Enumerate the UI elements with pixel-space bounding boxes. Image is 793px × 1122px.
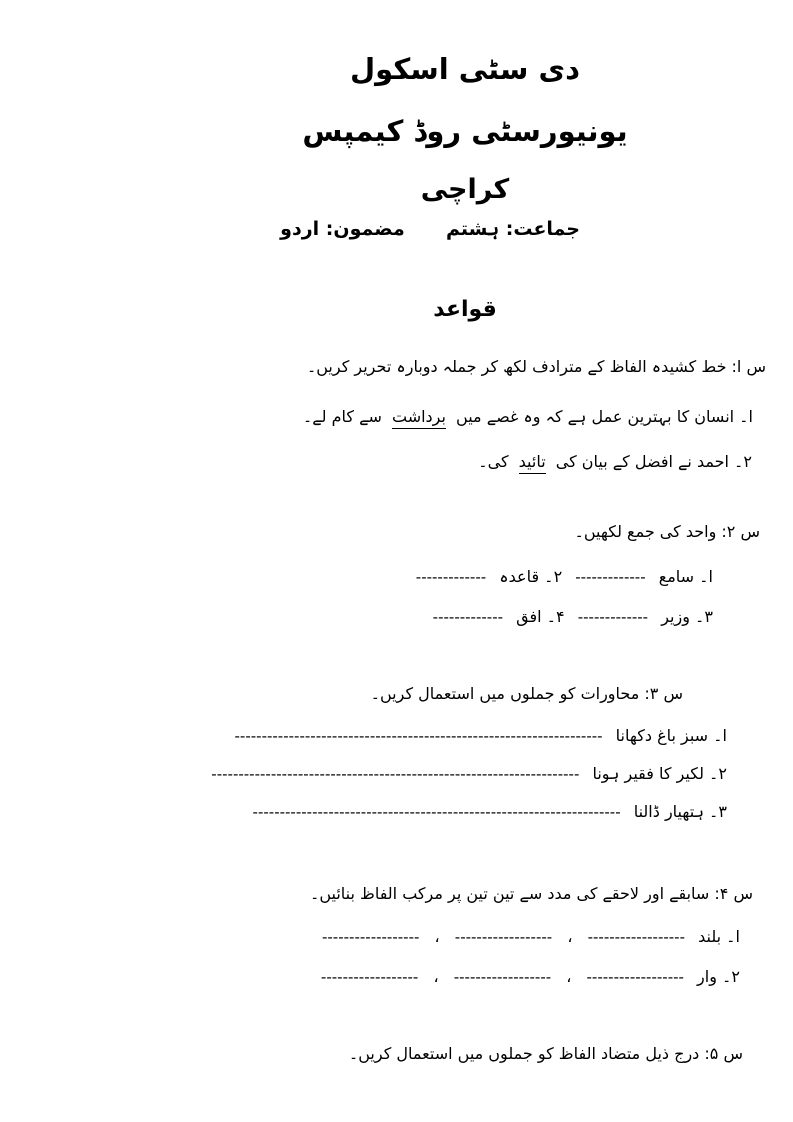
subject-label: مضمون: bbox=[325, 218, 405, 240]
q1-item-1-underlined-word: برداشت bbox=[392, 407, 446, 429]
q4-row-1 bbox=[314, 925, 740, 949]
q2-row-2 bbox=[425, 605, 713, 629]
q4-row-2 bbox=[313, 965, 740, 989]
q1-item-2-underlined-word: تائید bbox=[519, 452, 546, 474]
q2-row-1 bbox=[408, 565, 713, 589]
city-name: کراچی bbox=[420, 174, 510, 205]
q1-header: س ا: خط کشیدہ الفاظ کے مترادف لکھ کر جملہ دوبارہ تحریر کریں۔ bbox=[306, 357, 766, 376]
blank-line: ------------- bbox=[575, 568, 646, 586]
q5-header: س ۵: درج ذیل متضاد الفاظ کو جملوں میں استعمال کریں۔ bbox=[348, 1044, 743, 1063]
blank-line: ------------- bbox=[577, 608, 649, 626]
q3-item-1-label: ا۔ سبز باغ دکھانا bbox=[615, 726, 727, 745]
blank-line: ------------------ bbox=[320, 968, 419, 986]
q2-item-4-label: ۴۔ افق bbox=[516, 607, 565, 626]
subject-value: اردو bbox=[280, 218, 320, 240]
q4-item-1-label: ا۔ بلند bbox=[698, 927, 740, 946]
q2-item-1-label: ا۔ سامع bbox=[658, 567, 713, 586]
blank-line: ------------------ bbox=[453, 968, 552, 986]
q3-header: س ۳: محاورات کو جملوں میں استعمال کریں۔ bbox=[370, 684, 683, 703]
q4-item-2-label: ۲۔ وار bbox=[697, 967, 740, 986]
class-value: ہشتم bbox=[445, 218, 500, 240]
q1-item-1 bbox=[303, 405, 753, 429]
campus-name: یونیورسٹی روڈ کیمپس bbox=[302, 114, 628, 148]
q1-item-2 bbox=[478, 450, 752, 474]
q3-item-3-label: ۳۔ ہتھیار ڈالنا bbox=[633, 802, 727, 821]
blank-line: ------------------ bbox=[587, 928, 686, 946]
blank-line: ------------------ bbox=[321, 928, 420, 946]
q4-header: س ۴: سابقے اور لاحقے کی مدد سے تین تین پر مرکب الفاظ بنائیں۔ bbox=[309, 884, 753, 903]
school-name: دی سٹی اسکول bbox=[349, 52, 581, 86]
comma-separator: ، bbox=[433, 967, 439, 986]
q3-item-2 bbox=[203, 762, 727, 786]
comma-separator: ، bbox=[567, 927, 573, 946]
q2-header: س ۲: واحد کی جمع لکھیں۔ bbox=[574, 522, 760, 541]
q3-item-3 bbox=[245, 800, 727, 824]
q2-item-2-label: ۲۔ قاعدہ bbox=[499, 567, 563, 586]
q3-item-1 bbox=[227, 724, 728, 748]
q1-item-1-tail: سے کام لے۔ bbox=[302, 407, 382, 426]
comma-separator: ، bbox=[566, 967, 572, 986]
q1-item-2-text: ۲۔ احمد نے افضل کے بیان کی bbox=[555, 452, 752, 471]
q2-item-3-label: ۳۔ وزیر bbox=[661, 607, 713, 626]
blank-line: -------------------------------------------------------------------- bbox=[234, 727, 603, 745]
blank-line: -------------------------------------------------------------------- bbox=[211, 765, 580, 783]
blank-line: ------------- bbox=[415, 568, 487, 586]
q1-item-1-text: ا۔ انسان کا بہترین عمل ہے کہ وہ غصے میں bbox=[456, 407, 753, 426]
class-subject-row bbox=[280, 215, 580, 244]
class-label: جماعت: bbox=[505, 218, 580, 240]
comma-separator: ، bbox=[434, 927, 440, 946]
blank-line: ------------- bbox=[432, 608, 504, 626]
section-heading: قواعد bbox=[433, 297, 497, 322]
blank-line: ------------------ bbox=[454, 928, 553, 946]
q1-item-2-tail: کی۔ bbox=[478, 452, 509, 471]
q3-item-2-label: ۲۔ لکیر کا فقیر ہونا bbox=[592, 764, 727, 783]
blank-line: -------------------------------------------------------------------- bbox=[252, 803, 621, 821]
blank-line: ------------------ bbox=[586, 968, 684, 986]
